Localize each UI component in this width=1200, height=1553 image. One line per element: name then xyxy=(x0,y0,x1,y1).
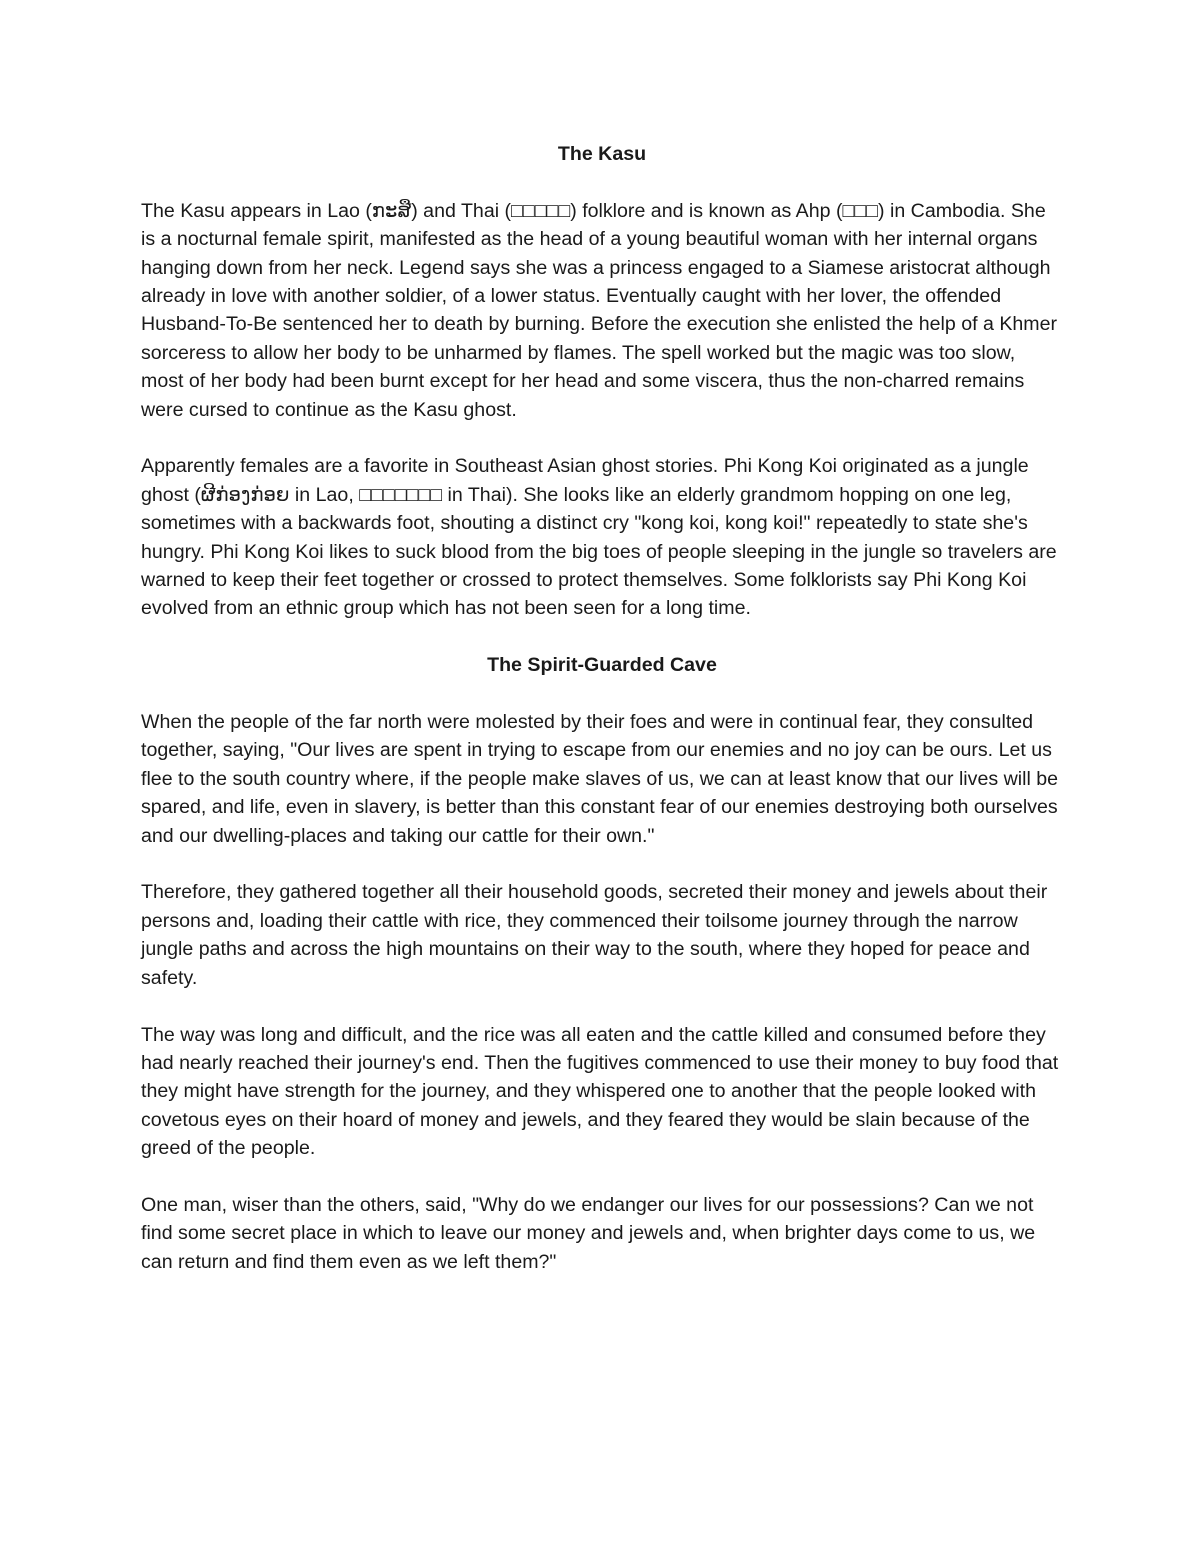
paragraph-cave-4: One man, wiser than the others, said, "Why do we endanger our lives for our possessions? Can we not find some secret place in which to leave our money and jewels and, when brighter days come to us, we can return and find them even as we left them?" xyxy=(141,1193,1036,1273)
paragraph-cave-2: Therefore, they gathered together all their household goods, secreted their money and jewels about their persons and, loading their cattle with rice, they commenced their toilsome journey through the narrow jungle paths and across the high mountains on their way to the south, where they hoped for peace and safety. xyxy=(141,881,1048,989)
paragraph-cave-3: The way was long and difficult, and the rice was all eaten and the cattle killed and consumed before they had nearly reached their journey's end. Then the fugitives commenced to use their money to buy food that they might have strength for the journey, and they whispered one to another that the people looked with covetous eyes on their hoard of money and jewels, and they feared they would be slain because of the greed of the people. xyxy=(141,1023,1059,1160)
paragraph-cave-1: When the people of the far north were molested by their foes and were in continual fear, they consulted together, saying, "Our lives are spent in trying to escape from our enemies and no joy can be ours. Let us flee to the south country where, if the people make slaves of us, we can at least know that our lives will be spared, and life, even in slavery, is better than this constant fear of our enemies destroying both ourselves and our dwelling-places and taking our cattle for their own." xyxy=(141,711,1059,847)
paragraph-phi-kong-koi: Apparently females are a favorite in Southeast Asian ghost stories. Phi Kong Koi originated as a jungle ghost (ຜີກ່ອງກ່ອຍ in Lao, □□□□□□□ in Thai). She looks like an elderly grandmom hopping on one leg, sometimes with a backwards foot, shouting a distinct cry "kong koi, kong koi!" repeatedly to state she's hungry. Phi Kong Koi likes to suck blood from the big toes of people sleeping in the jungle so travelers are warned to keep their feet together or crossed to protect themselves. Some folklorists say Phi Kong Koi evolved from an ethnic group which has not been seen for a long time. xyxy=(141,455,1057,620)
document-body xyxy=(141,140,1063,1305)
paragraph-kasu-intro: The Kasu appears in Lao (ກະສື) and Thai (□□□□□) folklore and is known as Ahp (□□□) in Cambodia. She is a nocturnal female spirit, manifested as the head of a young beautiful woman with her internal organs hanging down from her neck. Legend says she was a princess engaged to a Siamese aristocrat although already in love with another soldier, of a lower status. Eventually caught with her lover, the offended Husband-To-Be sentenced her to death by burning. Before the execution she enlisted the help of a Khmer sorceress to allow her body to be unharmed by flames. The spell worked but the magic was too slow, most of her body had been burnt except for her head and some viscera, thus the non-charred remains were cursed to continue as the Kasu ghost. xyxy=(141,199,1058,421)
section-heading-spirit-guarded-cave: The Spirit-Guarded Cave xyxy=(487,654,717,677)
section-heading-kasu: The Kasu xyxy=(557,143,647,165)
